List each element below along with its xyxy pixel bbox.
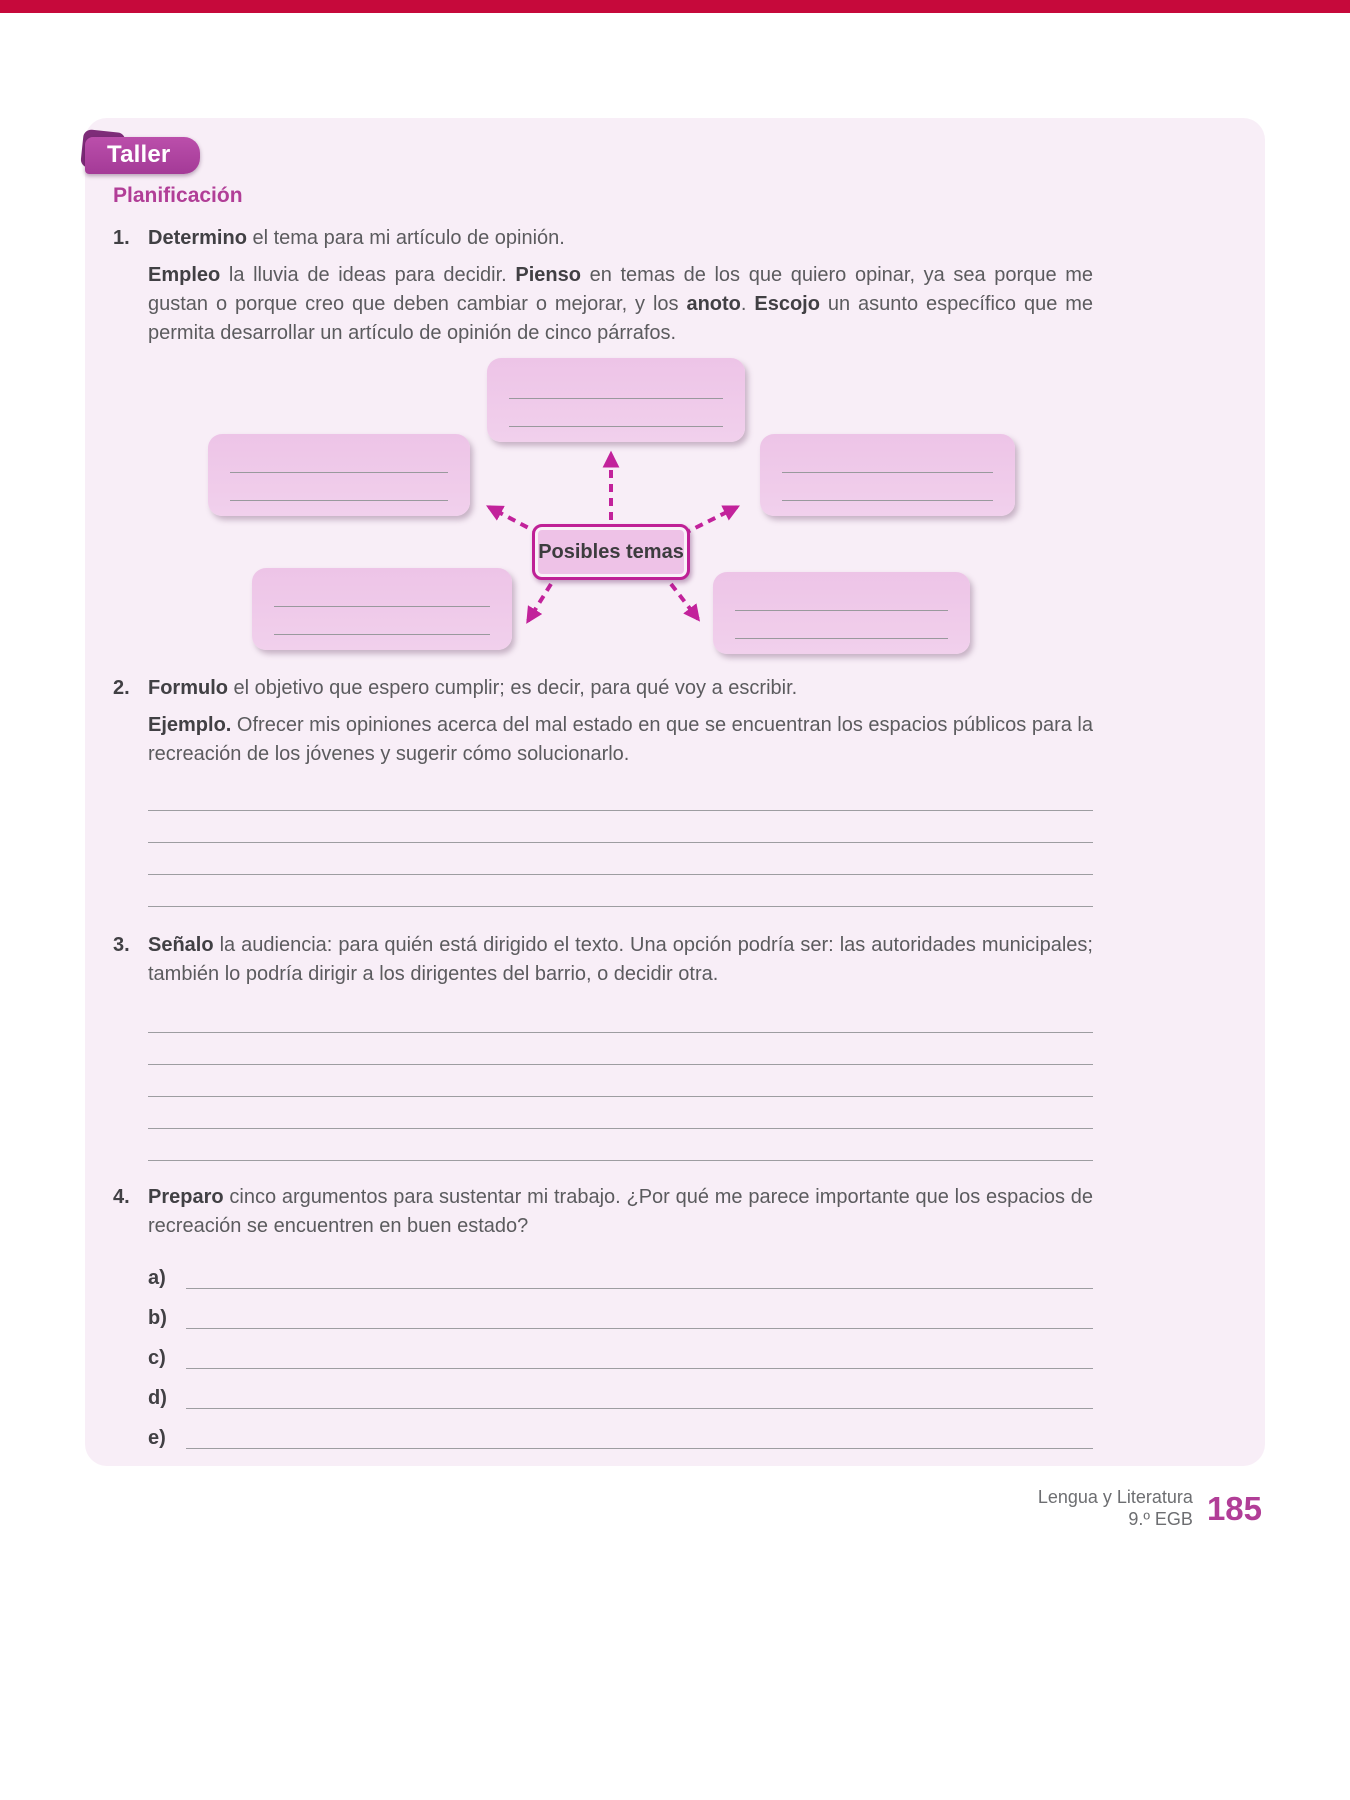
section-title: Planificación	[113, 184, 243, 207]
letter-label: e)	[148, 1427, 166, 1449]
writing-line	[782, 472, 993, 473]
content-panel	[85, 118, 1265, 1466]
writing-line	[148, 875, 1093, 907]
item-1-body	[148, 224, 1093, 348]
argument-row-a	[148, 1249, 1093, 1289]
writing-line	[735, 610, 948, 611]
letter-label: d)	[148, 1387, 167, 1409]
footer-grade: 9.º EGB	[1128, 1509, 1193, 1529]
writing-line	[782, 500, 993, 501]
item-1-lead: Determino el tema para mi artículo de opinión.	[148, 227, 565, 249]
topic-box-upper-left	[208, 434, 470, 516]
item-1	[113, 224, 1093, 348]
writing-line	[148, 1001, 1093, 1033]
item-4	[113, 1183, 1093, 1449]
letter-label: b)	[148, 1307, 167, 1329]
argument-row-d	[148, 1369, 1093, 1409]
writing-line	[186, 1427, 1093, 1449]
item-2-body	[148, 674, 1093, 907]
writing-line	[148, 1065, 1093, 1097]
topic-box-lower-left	[252, 568, 512, 650]
writing-line	[148, 811, 1093, 843]
page-footer	[1038, 1486, 1262, 1530]
writing-line	[274, 634, 490, 635]
item-2-lead: Formulo el objetivo que espero cumplir; es decir, para qué voy a escribir.	[148, 677, 798, 699]
writing-line	[230, 472, 448, 473]
item-3-number: 3.	[113, 934, 130, 956]
argument-row-e	[148, 1409, 1093, 1449]
footer-subject: Lengua y Literatura	[1037, 1487, 1193, 1507]
item-4-lead: Preparo cinco argumentos para sustentar mi trabajo. ¿Por qué me parece importante que los espacios de recreación se encuentren en buen estado?	[148, 1186, 1093, 1237]
item-3-body	[148, 931, 1093, 1161]
item-2-number: 2.	[113, 677, 130, 699]
writing-line	[230, 500, 448, 501]
letter-label: c)	[148, 1347, 166, 1369]
top-bar	[0, 0, 1350, 13]
arrow-lower-left-icon	[528, 584, 551, 621]
writing-line	[186, 1387, 1093, 1409]
writing-line	[186, 1267, 1093, 1289]
footer-subject-grade	[1038, 1486, 1193, 1530]
center-topic-box	[532, 524, 690, 580]
arrow-lower-right-icon	[671, 584, 698, 619]
item-3-lead: Señalo la audiencia: para quién está dirigido el texto. Una opción podría ser: las autoridades municipales; también lo podría dirigir a los dirigentes del barrio, o decidir otra.	[148, 934, 1093, 985]
writing-line	[186, 1307, 1093, 1329]
content-column	[85, 118, 1093, 1449]
center-topic-label: Posibles temas	[538, 540, 684, 563]
writing-line	[509, 398, 723, 399]
item-4-argument-list	[148, 1249, 1093, 1449]
argument-row-b	[148, 1289, 1093, 1329]
item-2-example: Ejemplo. Ofrecer mis opiniones acerca del mal estado en que se encuentran los espacios públicos para la recreación de los jóvenes y sugerir cómo solucionarlo.	[148, 714, 1093, 765]
topic-box-upper-right	[760, 434, 1015, 516]
item-4-body	[148, 1183, 1093, 1449]
argument-row-c	[148, 1329, 1093, 1369]
mindmap-diagram	[85, 358, 1265, 658]
arrow-upper-right-icon	[683, 507, 737, 534]
writing-line	[509, 426, 723, 427]
topic-box-lower-right	[713, 572, 970, 654]
item-2-answer-lines	[148, 779, 1093, 907]
writing-line	[148, 1097, 1093, 1129]
writing-line	[274, 606, 490, 607]
writing-line	[148, 1033, 1093, 1065]
item-1-number: 1.	[113, 227, 130, 249]
topic-box-top	[487, 358, 745, 442]
item-3-answer-lines	[148, 1001, 1093, 1161]
writing-line	[148, 779, 1093, 811]
item-3	[113, 931, 1093, 1161]
letter-label: a)	[148, 1267, 166, 1289]
item-1-paragraph: Empleo la lluvia de ideas para decidir. Pienso en temas de los que quiero opinar, ya sea porque me gustan o porque creo que deben cambiar o mejorar, y los anoto. Escojo un asunto específico que me permita desarrollar un artículo de opinión de cinco párrafos.	[148, 264, 1094, 344]
item-4-number: 4.	[113, 1186, 130, 1208]
tab-label: Taller	[107, 140, 171, 168]
writing-line	[735, 638, 948, 639]
writing-line	[148, 843, 1093, 875]
writing-line	[148, 1129, 1093, 1161]
item-2	[113, 674, 1093, 907]
writing-line	[186, 1347, 1093, 1369]
page-number: 185	[1206, 1489, 1262, 1527]
